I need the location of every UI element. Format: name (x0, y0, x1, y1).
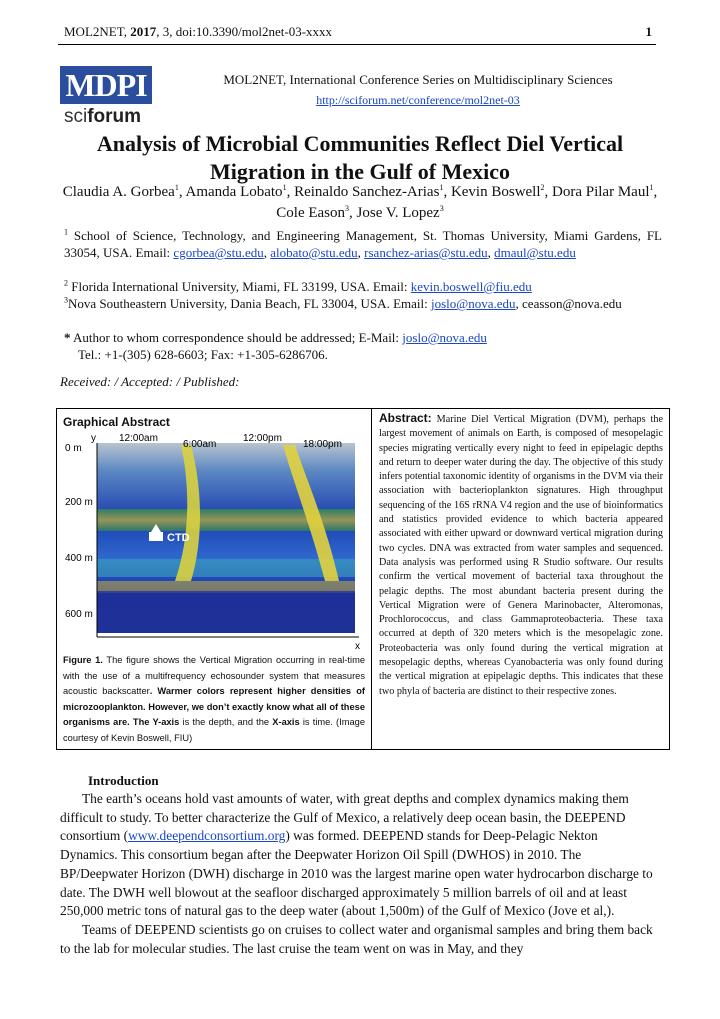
affiliation-3: $^3$Nova Southeastern University, Dania Beach, FL 33004, USA. Email: joslo@nova.edu, ceasson@nova.edu (64, 295, 622, 311)
author: Kevin Boswell$^2$, (450, 183, 553, 200)
echogram-figure (63, 431, 367, 653)
email-link[interactable]: kevin.boswell@fiu.edu (410, 279, 532, 294)
abstract (379, 411, 663, 699)
depth-tick: 600 m (65, 609, 93, 620)
email-link[interactable]: cgorbea@stu.edu (173, 245, 264, 260)
sciforum-logo: sciforum (64, 106, 142, 127)
introduction-heading: Introduction (88, 773, 159, 788)
correspondence: * Author to whom correspondence should be addressed; E-Mail: joslo@nova.edu Tel.: +1-(305) 628-6603; Fax: +1-305-6286706. (64, 330, 487, 362)
deepend-link[interactable]: www.deependconsortium.org (128, 828, 286, 844)
telephone: Tel.: +1-(305) 628-6603; Fax: +1-305-6286706. (78, 347, 328, 362)
email-link[interactable]: rsanchez-arias@stu.edu (364, 245, 488, 260)
citation-year: 2017 (130, 24, 157, 39)
figure-caption: Figure 1. The figure shows the Vertical Migration occurring in real-time with the use of a multifrequency echosounder system that measures acoustic backscatter. Warmer colors represent higher densities of microzooplankton. However, we don’t exactly know what all of these organisms are. The Y-axis is the depth, and the X-axis is time. (Image courtesy of Kevin Boswell, FIU) (63, 655, 365, 743)
abstract-heading: Abstract: (379, 411, 432, 425)
author: Dora Pilar Maul$^1$, (552, 183, 658, 200)
conference-title: MOL2NET, International Conference Series on Multidisciplinary Sciences (223, 72, 613, 87)
email-link[interactable]: dmaul@stu.edu (494, 245, 576, 260)
email-link[interactable]: joslo@nova.edu (402, 330, 487, 345)
citation-rest: , 3, doi:10.3390/mol2net-03-xxxx (156, 24, 333, 39)
author: Jose V. Lopez$^3$ (356, 204, 444, 221)
mdpi-sciforum-logo (60, 66, 152, 128)
time-tick: 6:00am (183, 439, 217, 450)
ctd-marker-body (149, 532, 163, 541)
citation-prefix: MOL2NET, (64, 24, 131, 39)
time-tick: 12:00pm (243, 433, 282, 444)
affiliation-2: $^2$ Florida International University, Miami, FL 33199, USA. Email: kevin.boswell@fiu.edu (64, 278, 532, 294)
author: Cole Eason$^3$, (276, 204, 357, 221)
scattering-layer-mid (97, 559, 355, 577)
paragraph: Teams of DEEPEND scientists go on cruises to collect water and organismal samples and bring them back to the lab for molecular studies. The last cruise the team went on was in May, and they (60, 921, 653, 956)
abstract-text: Marine Diel Vertical Migration (DVM), perhaps the largest movement of animals on Earth, is composed of mesopelagic species migrating vertically every night to feed in epipelagic depths and return to deeper water during the day. The objective of this study infers potential taxonomic identity of organisms in the DVM via their association with bacterioplankton signatures. High throughput sequencing of the 16S rRNA V4 region and the use of bioinformatics and statistics provided evidence to which bacteria appeared associated with either upward or downward vertical migration during two cycles. DNA was extracted from water samples and sequenced. Data analysis was performed using R Studio software. Our results confirm the vertical movement of bacterial taxa throughout the pelagic depths. The most abundant bacteria present during the Vertical Migration were of Genera Marinobacter, Alteromonas, Prochlorococcus, and class Gammaproteobacteria. These taxa occurred at depth of 320 meters which is the mesopelagic zone. Proteobacteria was only found during the vertical migration at mesopelagic depths, whereas Cyanobacteria was only found during the vertical migration at epipelagic depths. This indicates that these two phyla of bacteria are distinct to their respective zones. (379, 414, 663, 697)
depth-tick: 200 m (65, 497, 93, 508)
time-tick: 12:00am (119, 433, 158, 444)
page-number: 1 (645, 24, 652, 39)
ctd-label: CTD (167, 532, 190, 544)
x-axis-label: x (355, 641, 360, 652)
header-rule (58, 44, 656, 45)
box-divider (371, 409, 372, 749)
email-link[interactable]: joslo@nova.edu (430, 296, 516, 311)
graphical-abstract-box (56, 408, 670, 750)
author-list (60, 182, 660, 224)
mdpi-logo: MDPI (60, 66, 152, 104)
author: Amanda Lobato$^1$, (185, 183, 295, 200)
depth-tick: 0 m (65, 443, 82, 454)
introduction-body (60, 790, 658, 958)
graphical-abstract-heading: Graphical Abstract (63, 415, 170, 429)
author: Claudia A. Gorbea$^1$, (62, 183, 186, 200)
time-tick: 18:00pm (303, 439, 342, 450)
depth-tick: 400 m (65, 553, 93, 564)
paper-title: Analysis of Microbial Communities Reflect Diel Vertical Migration in the Gulf of Mexico (96, 131, 624, 184)
conference-url[interactable] (168, 93, 668, 108)
running-header (64, 24, 332, 40)
publication-dates: Received: / Accepted: / Published: (60, 374, 240, 389)
y-axis-label: y (91, 433, 96, 444)
author: Reinaldo Sanchez-Arias$^1$, (294, 183, 451, 200)
paragraph: The earth’s oceans hold vast amounts of water, with great depths and complex dynamics making them difficult to study. To better characterize the Gulf of Mexico, a relatively deep ocean basin, the DEEPEND consortium (www.deependconsortium.org) was formed. DEEPEND stands for Deep-Pelagic Nekton Dynamics. This consortium began after the Deepwater Horizon Oil Spill (DWHOS) in 2010. The BP/Deepwater Horizon (DWH) discharge in 2010 was the largest marine open water hydrocarbon discharge to date. The DWH well blowout at the seafloor discharged approximately 5 million barrels of oil and at least 250,000 metric tons of natural gas to the deep water (about 1,500m) of the Gulf of Mexico (Jove et al,). (60, 791, 653, 919)
deep-water-band (97, 591, 355, 633)
affiliation-1: $^1$ School of Science, Technology, and Engineering Management, St. Thomas University, Miami Gardens, FL 33054, USA. Email: cgorbea@stu.edu, alobato@stu.edu, rsanchez-arias@stu.edu, dmaul@stu.edu (64, 227, 662, 260)
email-link[interactable]: alobato@stu.edu (270, 245, 358, 260)
conference-link[interactable]: http://sciforum.net/conference/mol2net-03 (316, 93, 520, 107)
